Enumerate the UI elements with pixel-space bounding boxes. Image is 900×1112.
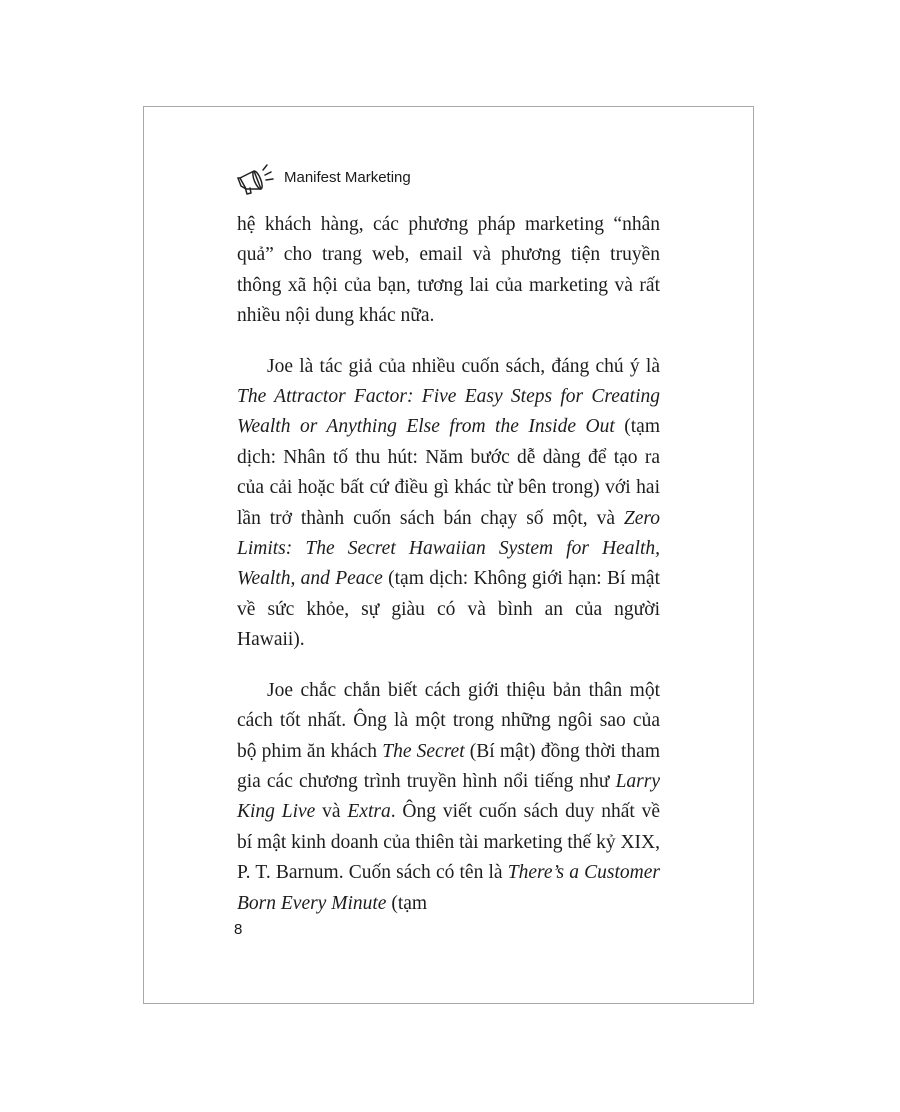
italic-title: Zero Limits: The Secret Hawaiian System for Health, Wealth, and Peace [237, 507, 660, 590]
book-page [143, 106, 754, 1004]
megaphone-icon [234, 161, 276, 197]
text-run: (tạm dịch: Nhân tố thu hút: Năm bước dễ dàng để tạo ra của cải hoặc bất cứ điều gì khác từ bên trong) với hai lần trở thành cuốn sách bán chạy số một, và [237, 416, 661, 529]
body-text [237, 210, 660, 939]
text-run: . Ông viết cuốn sách duy nhất về bí mật kinh doanh của thiên tài marketing thế kỷ XIX, P. T. Barnum. Cuốn sách có tên là [237, 801, 660, 884]
page-number: 8 [234, 921, 243, 938]
text-run: và [315, 801, 348, 823]
italic-title: Extra [347, 801, 391, 823]
italic-title: There’s a Customer Born Every Minute [237, 862, 660, 914]
text-run: (tạm [386, 892, 428, 914]
text-run: Joe là tác giả của nhiều cuốn sách, đáng chú ý là [267, 355, 660, 377]
text-run: (Bí mật) đồng thời tham gia các chương trình truyền hình nổi tiếng như [237, 740, 661, 792]
paragraph-3 [237, 676, 660, 919]
italic-title: Larry King Live [237, 770, 660, 823]
text-run: (tạm dịch: Không giới hạn: Bí mật về sức khỏe, sự giàu có và bình an của người Hawaii). [237, 568, 660, 651]
text-run: hệ khách hàng, các phương pháp marketing “nhân quả” cho trang web, email và phương tiện truyền thông xã hội của bạn, tương lai của marketing và rất nhiều nội dung khác nữa. [237, 214, 660, 327]
italic-title: The Secret [382, 740, 465, 762]
paragraph-2 [237, 352, 660, 656]
paragraph-1 [237, 210, 660, 332]
running-header-title: Manifest Marketing [284, 168, 411, 186]
running-header [234, 159, 411, 199]
italic-title: The Attractor Factor: Five Easy Steps for Creating Wealth or Anything Else from the Inside Out [237, 386, 660, 438]
text-run: Joe chắc chắn biết cách giới thiệu bản thân một cách tốt nhất. Ông là một trong những ngôi sao của bộ phim ăn khách [237, 679, 660, 762]
